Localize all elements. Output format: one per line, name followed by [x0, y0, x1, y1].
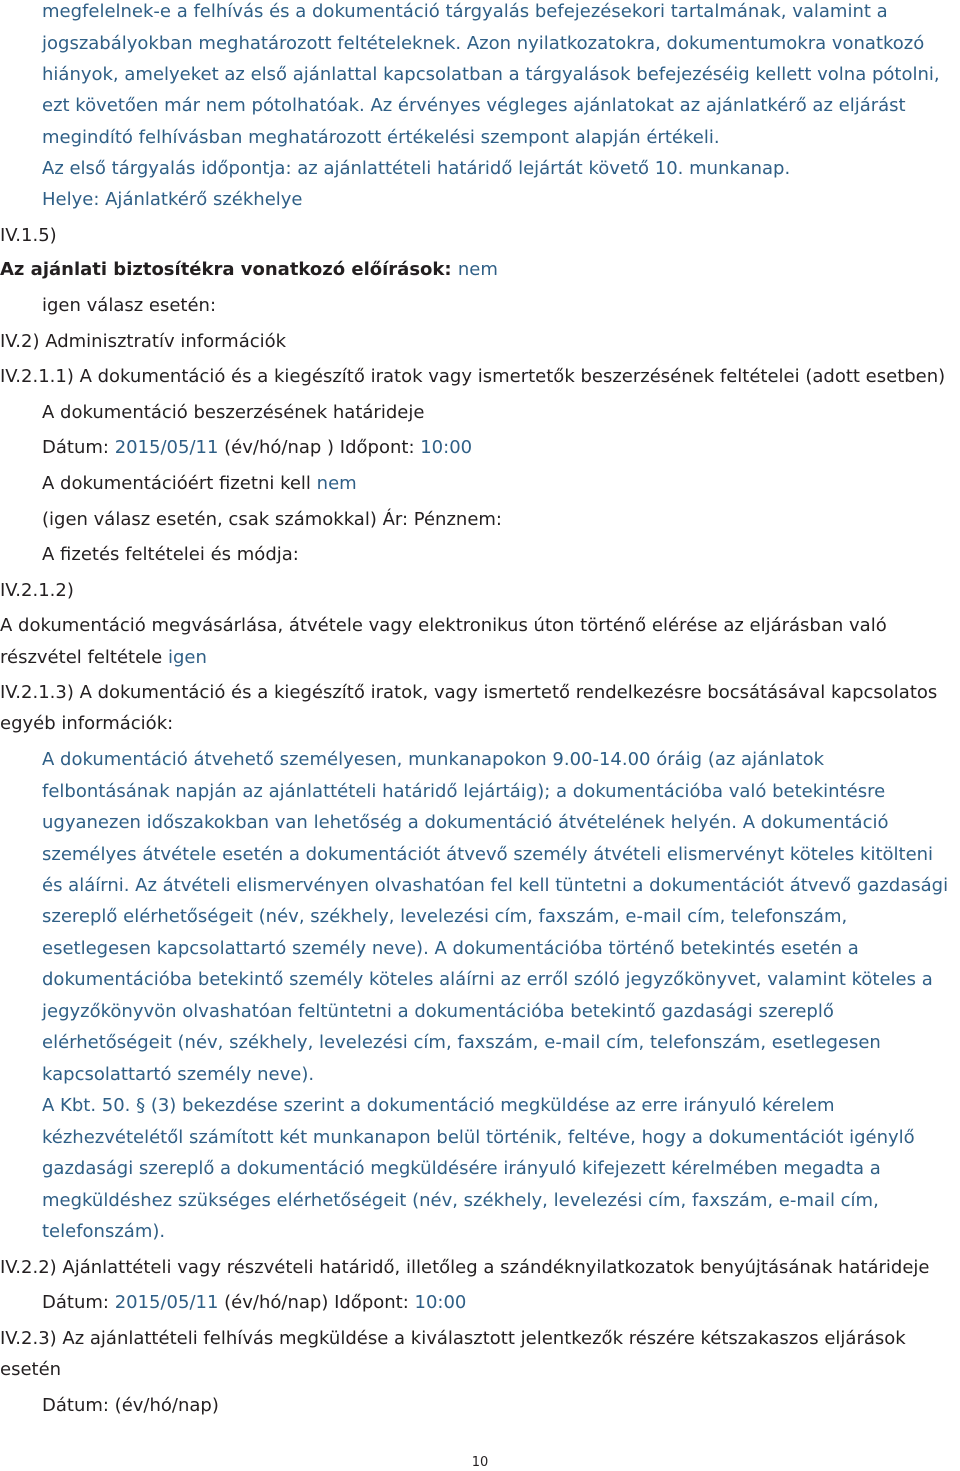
doc-info-line: gazdasági szereplő a dokumentáció megküldésére irányuló kifejezett kérelmében megadta a [42, 1158, 881, 1179]
doc-info-line: kapcsolattartó személy neve). [42, 1064, 315, 1085]
doc-info-line: megküldéshez szükséges elérhetőségeit (név, székhely, levelezési cím, faxszám, e-mail cím, [42, 1190, 879, 1211]
submission-deadline-date: 2015/05/11 [114, 1292, 219, 1313]
doc-condition-value: igen [167, 647, 207, 668]
guarantee-requirement [0, 259, 498, 281]
doc-info-line: szereplő elérhetőségeit (név, székhely, levelezési cím, faxszám, e-mail cím, telefonszám, [42, 906, 848, 927]
guarantee-yes-case: igen válasz esetén: [42, 295, 217, 316]
doc-info-line: A Kbt. 50. § (3) bekezdése szerint a dokumentáció megküldése az erre irányuló kérelem [42, 1095, 835, 1116]
doc-info-line: dokumentációba betekintő személy köteles aláírni az erről szóló jegyzőkönyvet, valamint köteles a [42, 969, 933, 990]
intro-line-3: hiányok, amelyeket az első ajánlattal kapcsolatban a tárgyalások befejezéséig kellett volna pótolni, [42, 64, 940, 85]
price-currency-line: (igen válasz esetén, csak számokkal) Ár: Pénznem: [42, 509, 502, 530]
doc-info-line: telefonszám). [42, 1221, 166, 1242]
intro-line-5: megindító felhívásban meghatározott értékelési szempont alapján értékeli. [42, 127, 720, 148]
date-format-label: (év/hó/nap) Időpont: [218, 1292, 415, 1313]
doc-payment-line [42, 473, 357, 495]
doc-info-line: ugyanezen időszakokban van lehetőség a dokumentáció átvételének helyén. A dokumentáció [42, 812, 889, 833]
doc-info-line: elérhetőségeit (név, székhely, levelezési cím, faxszám, e-mail cím, telefonszám, esetlegesen [42, 1032, 881, 1053]
section-heading-iv22: IV.2.2) Ajánlattételi vagy részvételi határidő, illetőleg a szándéknyilatkozatok benyújtásának határideje [0, 1257, 930, 1278]
doc-condition-line-2 [0, 647, 207, 669]
first-meeting-place: Helye: Ajánlatkérő székhelye [42, 189, 303, 210]
doc-info-line: A dokumentáció átvehető személyesen, munkanapokon 9.00-14.00 óráig (az ajánlatok [42, 749, 825, 770]
submission-deadline-line [42, 1292, 466, 1314]
intro-line-2: jogszabályokban meghatározott feltételeknek. Azon nyilatkozatokra, dokumentumokra vonatkozó [42, 33, 925, 54]
section-code-iv212: IV.2.1.2) [0, 580, 74, 601]
first-meeting-time: Az első tárgyalás időpontja: az ajánlattételi határidő lejártát követő 10. munkanap. [42, 158, 791, 179]
payment-terms: A fizetés feltételei és módja: [42, 544, 299, 565]
doc-info-line: jegyzőkönyvön olvashatóan feltüntetni a dokumentációba betekintő gazdasági szereplő [42, 1001, 834, 1022]
doc-deadline-date: 2015/05/11 [114, 437, 219, 458]
guarantee-value: nem [457, 259, 498, 280]
section-heading-iv211: IV.2.1.1) A dokumentáció és a kiegészítő iratok vagy ismertetők beszerzésének feltételei (adott esetben) [0, 366, 946, 387]
section-heading-iv2: IV.2) Adminisztratív információk [0, 331, 287, 352]
submission-deadline-time: 10:00 [414, 1292, 467, 1313]
date-label: Dátum: [42, 1292, 115, 1313]
section-heading-iv23-line-1: IV.2.3) Az ajánlattételi felhívás megküldése a kiválasztott jelentkezők részére kétszakaszos eljárások [0, 1328, 906, 1349]
page-number: 10 [471, 1455, 489, 1470]
doc-info-line: személyes átvétele esetén a dokumentációt átvevő személy átvételi elismervényt köteles kitölteni [42, 844, 934, 865]
date-format-label: (év/hó/nap ) Időpont: [218, 437, 421, 458]
section-heading-iv213-line-2: egyéb információk: [0, 713, 174, 734]
doc-payment-value: nem [316, 473, 357, 494]
invitation-date-line: Dátum: (év/hó/nap) [42, 1395, 219, 1416]
date-label: Dátum: [42, 437, 115, 458]
guarantee-label: Az ajánlati biztosítékra vonatkozó előírások: [0, 259, 458, 280]
doc-info-line: esetlegesen kapcsolattartó személy neve). A dokumentációba történő betekintés esetén a [42, 938, 859, 959]
doc-deadline-label: A dokumentáció beszerzésének határideje [42, 402, 425, 423]
section-code-iv15: IV.1.5) [0, 225, 57, 246]
doc-deadline-time: 10:00 [420, 437, 473, 458]
section-heading-iv213-line-1: IV.2.1.3) A dokumentáció és a kiegészítő iratok, vagy ismertető rendelkezésre bocsátásával kapcsolatos [0, 682, 938, 703]
doc-condition-line-1: A dokumentáció megvásárlása, átvétele vagy elektronikus úton történő elérése az eljárásban való [0, 615, 887, 636]
intro-line-1: megfelelnek-e a felhívás és a dokumentáció tárgyalás befejezésekori tartalmának, valamint a [42, 1, 888, 22]
doc-info-line: kézhezvételétől számított két munkanapon belül történik, feltéve, hogy a dokumentációt igénylő [42, 1127, 915, 1148]
doc-deadline-date-line [42, 437, 472, 459]
doc-condition-label: részvétel feltétele [0, 647, 168, 668]
section-heading-iv23-line-2: esetén [0, 1359, 62, 1380]
doc-info-line: felbontásának napján az ajánlattételi határidő lejártáig); a dokumentációba való betekintésre [42, 781, 886, 802]
doc-info-line: és aláírni. Az átvételi elismervényen olvashatóan fel kell tüntetni a dokumentációt átvevő gazdasági [42, 875, 949, 896]
doc-payment-label: A dokumentációért fizetni kell [42, 473, 317, 494]
intro-line-4: ezt követően már nem pótolhatóak. Az érvényes végleges ajánlatokat az ajánlatkérő az eljárást [42, 95, 906, 116]
